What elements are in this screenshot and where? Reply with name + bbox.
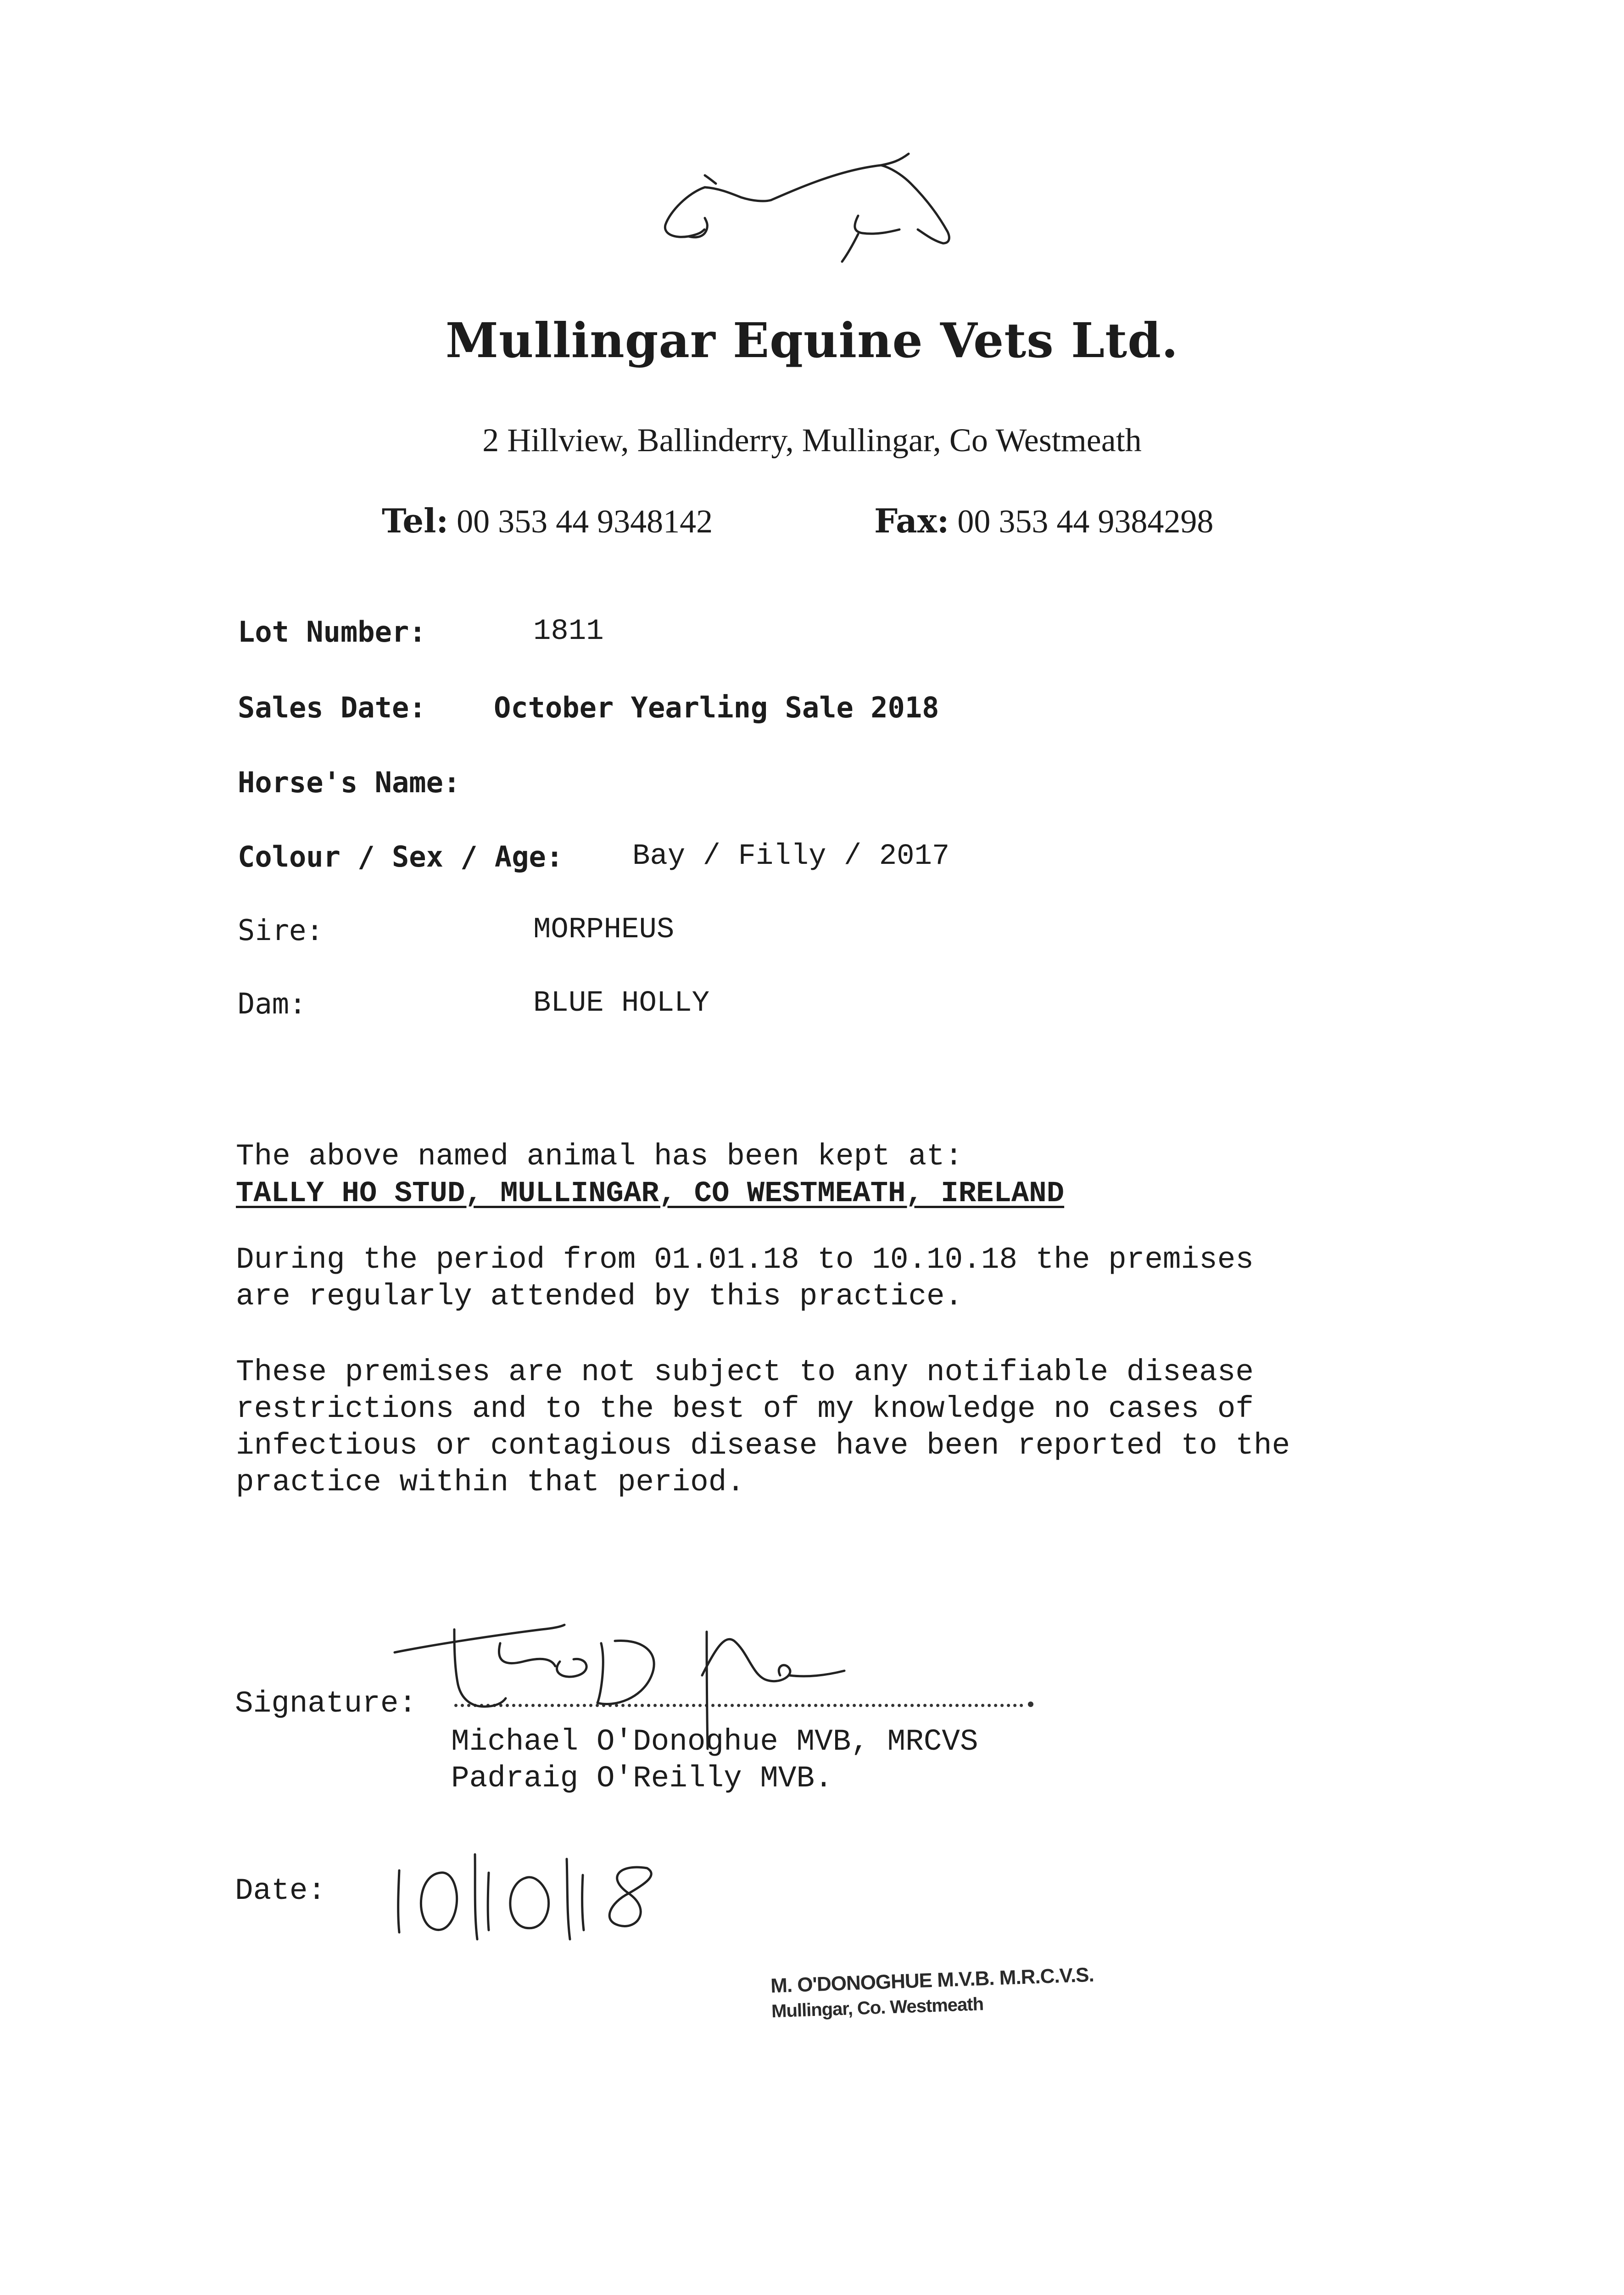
tel-label: Tel: [382, 501, 449, 540]
kept-at-intro: The above named animal has been kept at: [236, 1139, 963, 1174]
disease-line: These premises are not subject to any notifiable disease [236, 1355, 1254, 1389]
fax-label: Fax: [874, 501, 949, 540]
signature-label: Signature: [235, 1686, 417, 1721]
stamp-line: Mullingar, Co. Westmeath [771, 1994, 984, 2022]
handwritten-date [390, 1850, 702, 1942]
lot-number-value: 1811 [533, 615, 604, 648]
veterinary-stamp [770, 1964, 1095, 2022]
disease-paragraph [236, 1354, 1290, 1501]
fax-line [874, 501, 1213, 541]
telephone-line [382, 501, 713, 541]
sire-label: Sire: [238, 913, 324, 947]
premises-address: TALLY HO STUD, MULLINGAR, CO WESTMEATH, IRELAND [236, 1177, 1065, 1210]
colour-sex-age-label: Colour / Sex / Age: [238, 840, 564, 873]
lot-number-label: Lot Number: [238, 615, 426, 649]
disease-line: infectious or contagious disease have been reported to the [236, 1428, 1290, 1463]
vet-name-1: Michael O'Donoghue MVB, MRCVS [451, 1724, 978, 1759]
sire-value: MORPHEUS [533, 913, 675, 946]
sales-date-value: October Yearling Sale 2018 [494, 691, 939, 724]
date-label: Date: [235, 1874, 326, 1908]
dam-value: BLUE HOLLY [533, 987, 710, 1020]
stamp-line: M. O'DONOGHUE M.V.B. M.R.C.V.S. [770, 1963, 1094, 1998]
disease-line: practice within that period. [236, 1465, 745, 1500]
sales-date-label: Sales Date: [238, 691, 426, 724]
disease-line: restrictions and to the best of my knowledge no cases of [236, 1392, 1254, 1426]
company-name: Mullingar Equine Vets Ltd. [445, 312, 1179, 369]
signature-line-end [1028, 1702, 1033, 1707]
dam-label: Dam: [238, 987, 307, 1020]
tel-value: 00 353 44 9348142 [448, 503, 713, 540]
fax-value: 00 353 44 9384298 [949, 503, 1214, 540]
colour-sex-age-value: Bay / Filly / 2017 [632, 840, 950, 873]
vet-name-2: Padraig O'Reilly MVB. [451, 1761, 833, 1796]
company-address: 2 Hillview, Ballinderry, Mullingar, Co Westmeath [482, 422, 1142, 459]
period-line: are regularly attended by this practice. [236, 1279, 963, 1314]
horse-heads-logo-icon [661, 151, 959, 280]
period-line: During the period from 01.01.18 to 10.10.18 the premises [236, 1243, 1254, 1277]
horse-name-label: Horse's Name: [238, 766, 461, 799]
period-paragraph [236, 1242, 1254, 1315]
